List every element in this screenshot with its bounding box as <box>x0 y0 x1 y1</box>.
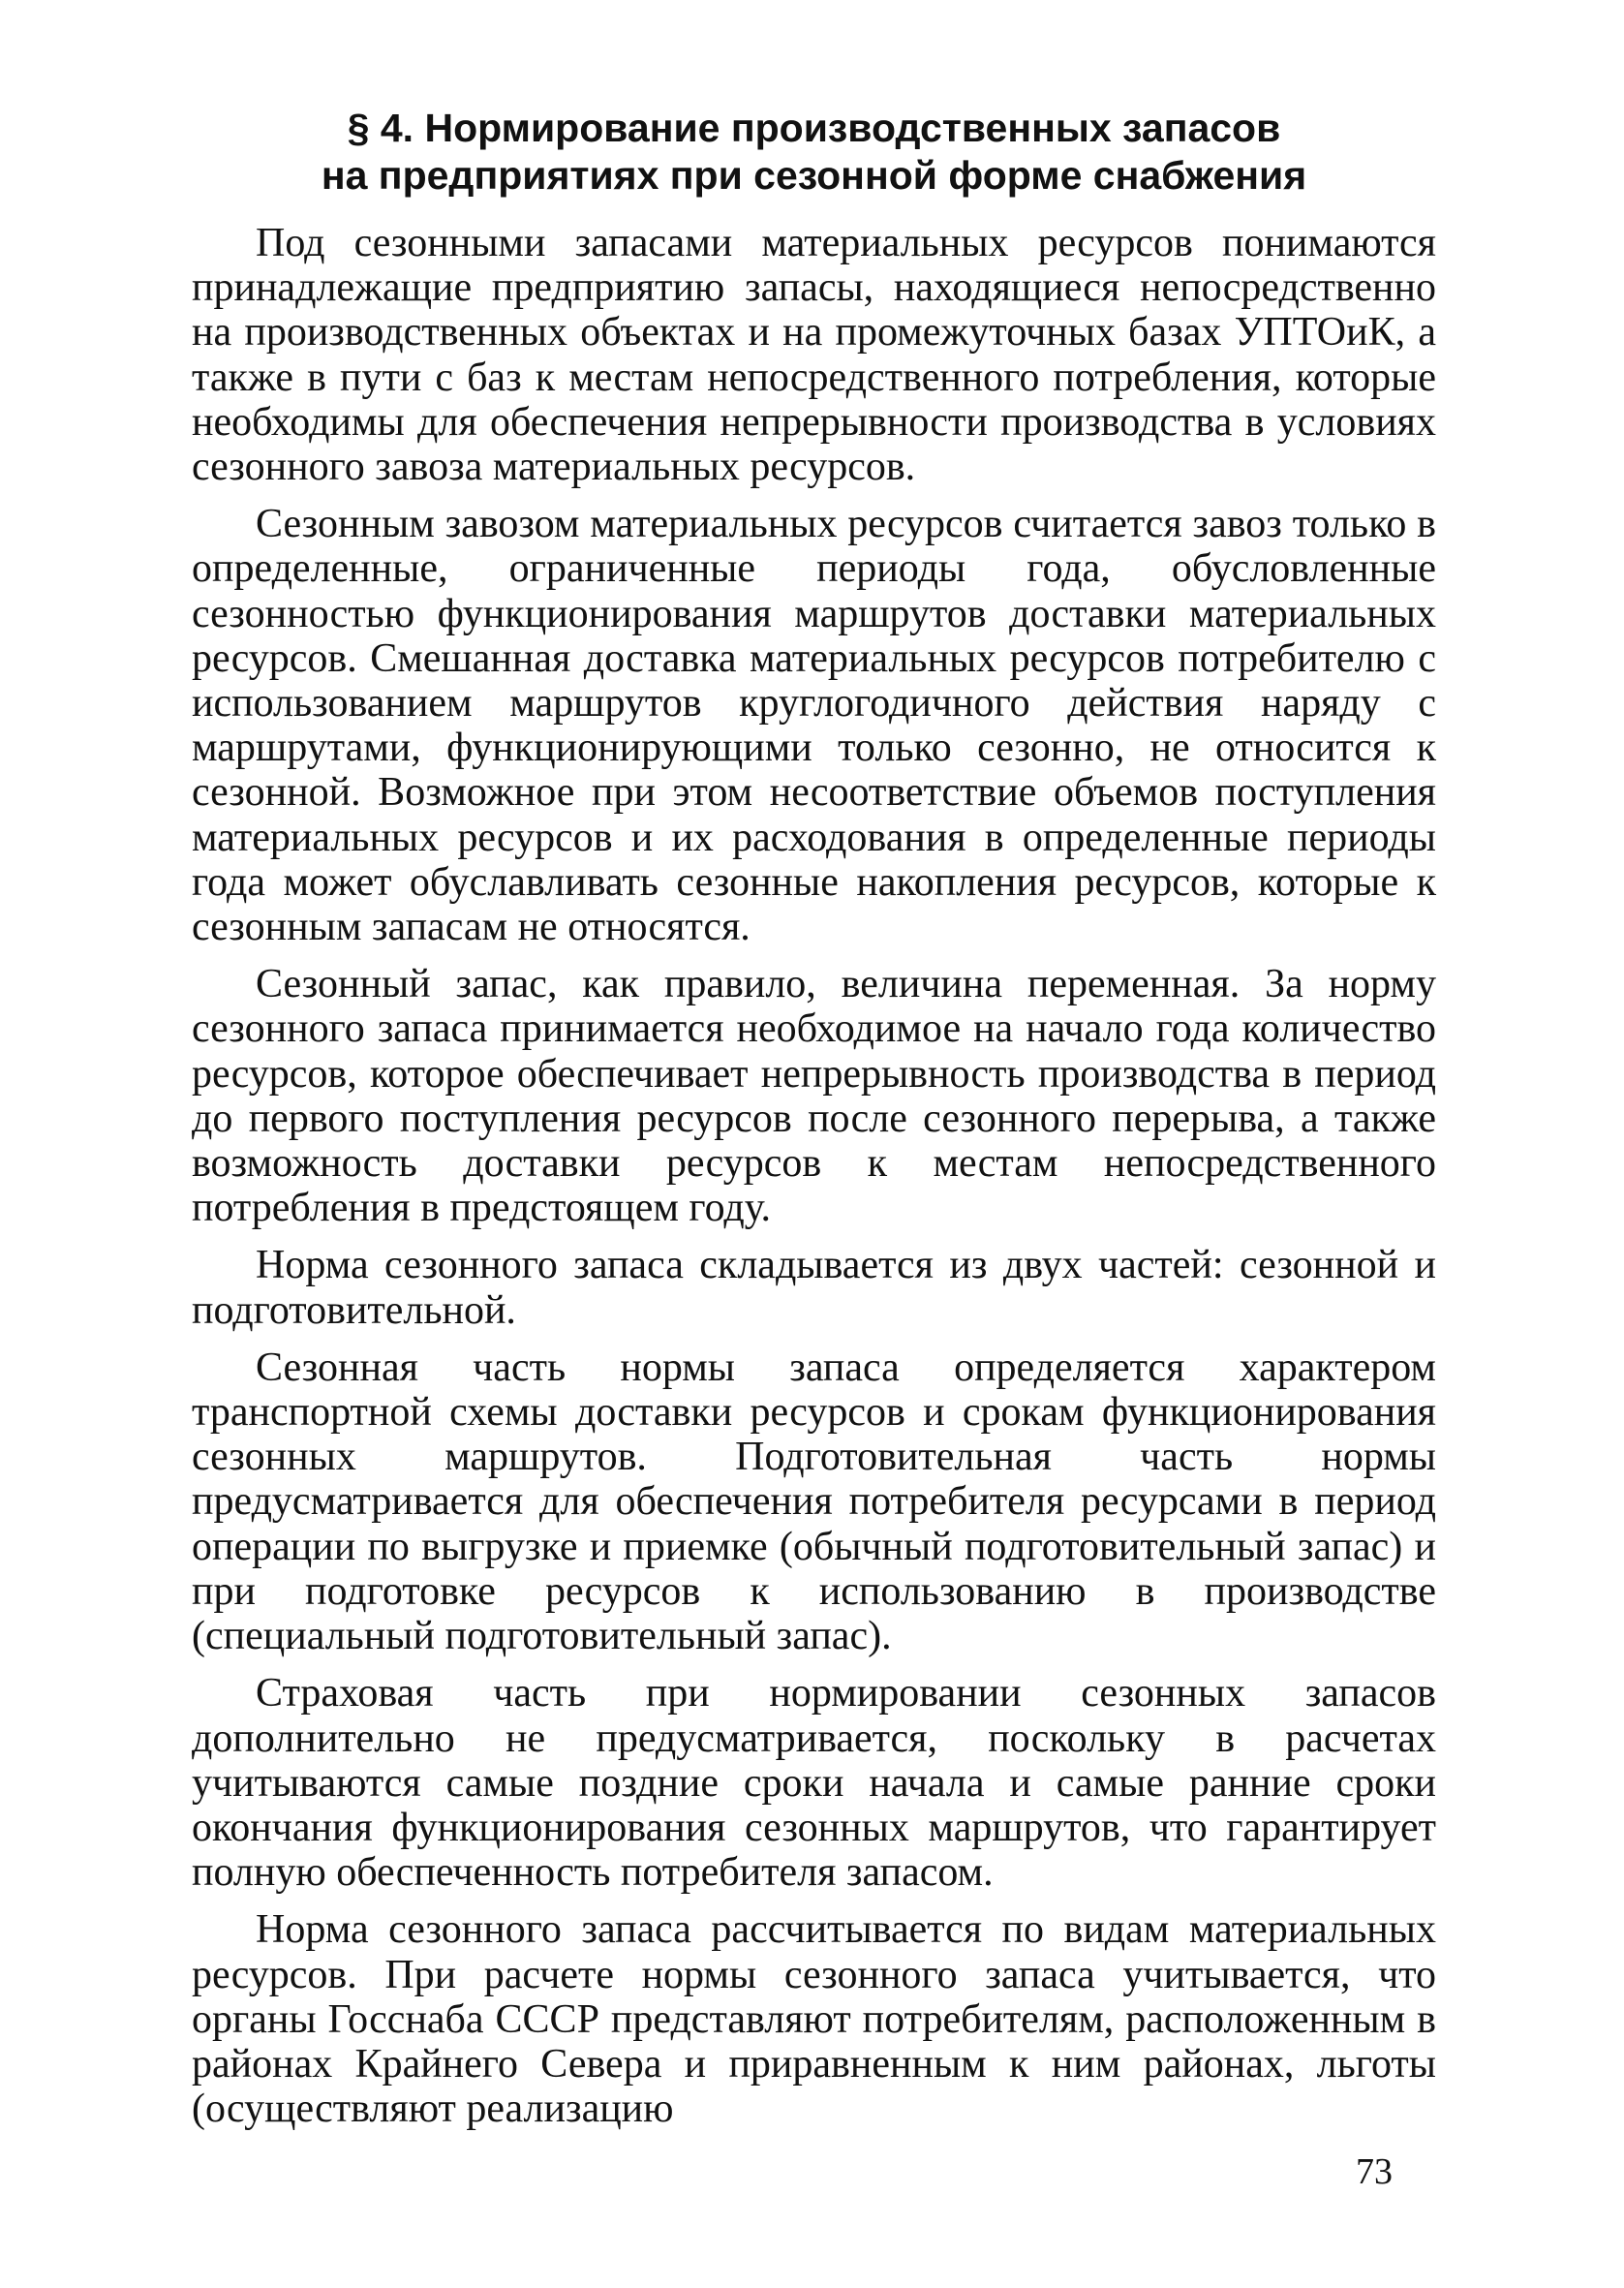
section-title-line-2: на предприятиях при сезонной форме снабжения <box>321 153 1307 198</box>
paragraph-7: Норма сезонного запаса рассчитывается по видам материальных ресурсов. При расчете нормы сезонного запаса учитывается, что органы Госснаба СССР представляют потребителям, расположенным в районах Крайнего Севера и приравненным к ним районах, льготы (осуществляют реализацию <box>192 1907 1436 2132</box>
paragraph-4: Норма сезонного запаса складывается из двух частей: сезонной и подготовительной. <box>192 1243 1436 1333</box>
paragraph-3: Сезонный запас, как правило, величина переменная. За норму сезонного запаса принимается необходимое на начало года количество ресурсов, которое обеспечивает непрерывность производства в период до первого поступления ресурсов после сезонного перерыва, а также возможность доставки ресурсов к местам непосредственного потребления в предстоящем году. <box>192 962 1436 1231</box>
paragraph-5: Сезонная часть нормы запаса определяется характером транспортной схемы доставки ресурсов и срокам функционирования сезонных маршрутов. Подготовительная часть нормы предусматривается для обеспечения потребителя ресурсами в период операции по выгрузке и приемке (обычный подготовительный запас) и при подготовке ресурсов к использованию в производстве (специальный подготовительный запас). <box>192 1345 1436 1659</box>
page-number: 73 <box>1356 2151 1393 2192</box>
section-heading <box>192 105 1436 200</box>
page-body <box>192 105 1436 2144</box>
section-title-line-1: § 4. Нормирование производственных запасов <box>347 106 1281 150</box>
paragraph-2: Сезонным завозом материальных ресурсов считается завоз только в определенные, ограниченные периоды года, обусловленные сезонностью функционирования маршрутов доставки материальных ресурсов. Смешанная доставка материальных ресурсов потребителю с использованием маршрутов круглогодичного действия наряду с маршрутами, функционирующими только сезонно, не относится к сезонной. Возможное при этом несоответствие объемов поступления материальных ресурсов и их расходования в определенные периоды года может обуславливать сезонные накопления ресурсов, которые к сезонным запасам не относятся. <box>192 502 1436 950</box>
paragraph-1: Под сезонными запасами материальных ресурсов понимаются принадлежащие предприятию запасы, находящиеся непосредственно на производственных объектах и на промежуточных базах УПТОиК, а также в пути с баз к местам непосредственного потребления, которые необходимы для обеспечения непрерывности производства в условиях сезонного завоза материальных ресурсов. <box>192 221 1436 490</box>
paragraph-6: Страховая часть при нормировании сезонных запасов дополнительно не предусматривается, поскольку в расчетах учитываются самые поздние сроки начала и самые ранние сроки окончания функционирования сезонных маршрутов, что гарантирует полную обеспеченность потребителя запасом. <box>192 1671 1436 1896</box>
